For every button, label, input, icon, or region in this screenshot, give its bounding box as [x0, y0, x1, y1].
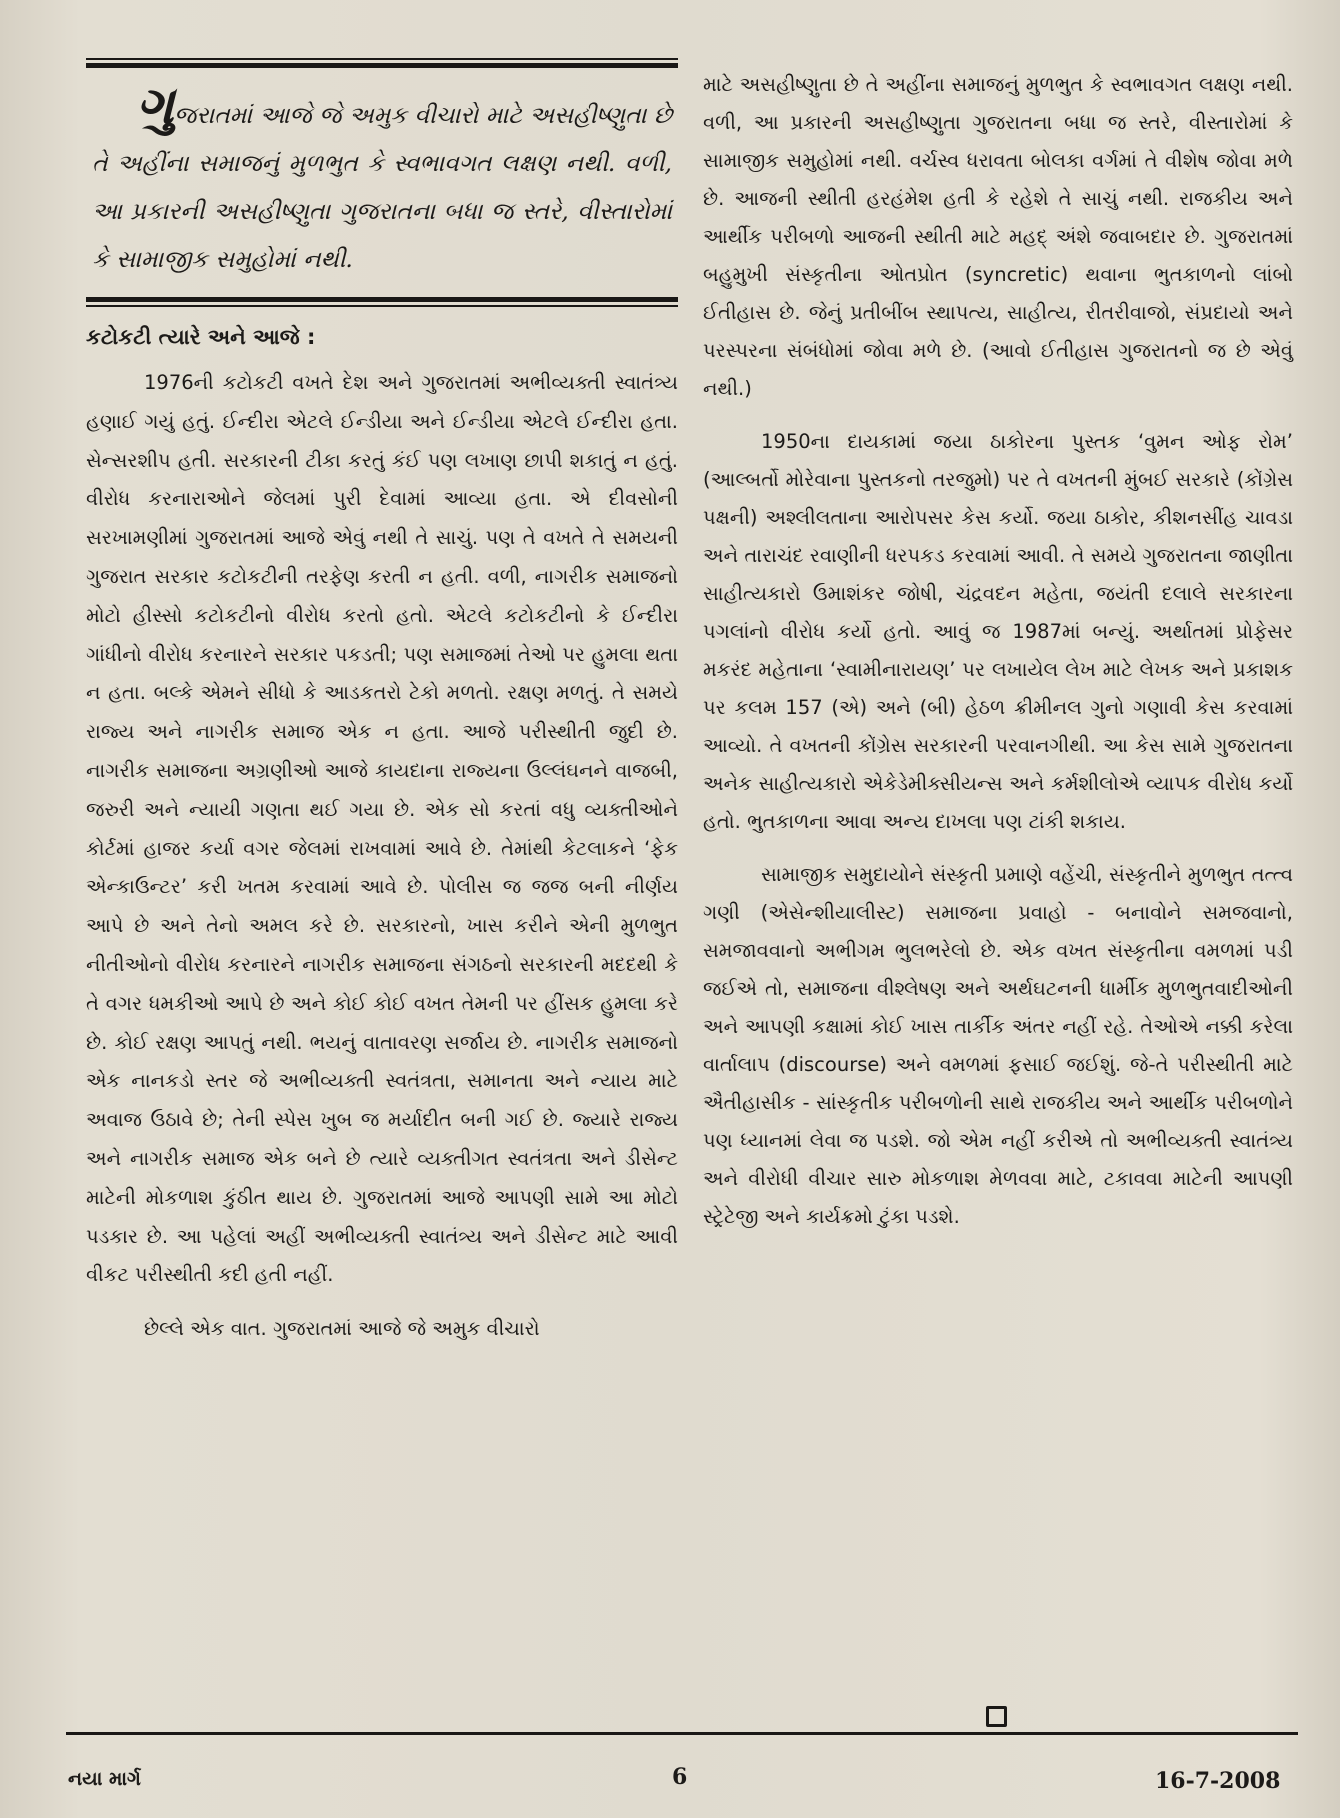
body-paragraph: 1950ના દાયકામાં જયા ઠાકોરના પુસ્તક ‘વુમન ઓફ રોમ’ (આલ્બર્તો મોરેવાના પુસ્તકનો તરજુમો) પર તે વખતની મુંબઈ સરકારે (કોંગ્રેસ પક્ષની) અશ્લીલતાના આરોપસર કેસ કર્યો. જયા ઠાકોર, કીશનસીંહ ચાવડા અને તારાચંદ રવાણીની ધરપકડ કરવામાં આવી. તે સમયે ગુજરાતના જાણીતા સાહીત્યકારો ઉમાશંકર જોષી, ચંદ્રવદન મહેતા, જયંતી દલાલે સરકારના પગલાંનો વીરોધ કર્યો હતો. આવું જ 1987માં બન્યું. અર્થાતમાં પ્રોફેસર મકરંદ મહેતાના ‘સ્વામીનારાયણ’ પર લખાયેલ લેખ માટે લેખક અને પ્રકાશક પર કલમ 157 (એ) અને (બી) હેઠળ ક્રીમીનલ ગુનો ગણાવી કેસ કરવામાં આવ્યો. તે વખતની કોંગ્રેસ સરકારની પરવાનગીથી. આ કેસ સામે ગુજરાતના અનેક સાહીત્યકારો એકેડેમીક્સીયન્સ અને કર્મશીલોએ વ્યાપક વીરોધ કર્યો હતો. ભુતકાળના આવા અન્ય દાખલા પણ ટાંકી શકાય.	[703, 430, 1293, 833]
pull-quote-top-thin-rule	[86, 58, 678, 60]
pull-quote-bottom-rule	[86, 297, 678, 302]
end-of-article-box-icon	[986, 1706, 1007, 1727]
right-column	[703, 66, 1293, 1236]
pull-quote-text	[86, 68, 678, 297]
page-number: 6	[672, 1764, 688, 1790]
publication-name: નયા માર્ગ	[68, 1768, 141, 1790]
footer-rule	[66, 1732, 1298, 1735]
pull-quote-bottom-thin-rule	[86, 305, 678, 307]
section-heading: કટોકટી ત્યારે અને આજે :	[86, 325, 316, 349]
body-paragraph: માટે અસહીષ્ણુતા છે તે અહીંના સમાજનું મુળભુત કે સ્વભાવગત લક્ષણ નથી. વળી, આ પ્રકારની અસહીષ્ણુતા ગુજરાતના બધા જ સ્તરે, વીસ્તારોમાં કે સામાજીક સમુહોમાં નથી. વર્ચસ્વ ધરાવતા બોલકા વર્ગમાં તે વીશેષ જોવા મળે છે. આજની સ્થીતી હરહંમેશ હતી કે રહેશે તે સાચું નથી. રાજકીય અને આર્થીક પરીબળો આજની સ્થીતી માટે મહદ્ અંશે જવાબદાર છે. ગુજરાતમાં બહુમુખી સંસ્કૃતીના ઓતપ્રોત (syncretic) થવાના ભુતકાળનો લાંબો ઈતીહાસ છે. જેનું પ્રતીબીંબ સ્થાપત્ય, સાહીત્ય, રીતરીવાજો, સંપ્રદાયો અને પરસ્પરના સંબંધોમાં જોવા મળે છે. (આવો ઈતીહાસ ગુજરાતનો જ છે એવું નથી.)	[703, 73, 1293, 400]
pull-quote-body: જરાતમાં આજે જે અમુક વીચારો માટે અસહીષ્ણુતા છે તે અહીંના સમાજનું મુળભુત કે સ્વભાવગત લક્ષણ નથી. વળી, આ પ્રકારની અસહીષ્ણુતા ગુજરાતના બધા જ સ્તરે, વીસ્તારોમાં કે સામાજીક સમુહોમાં નથી.	[92, 101, 672, 273]
body-paragraph: 1976ની કટોકટી વખતે દેશ અને ગુજરાતમાં અભીવ્યક્તી સ્વાતંત્ર્ય હણાઈ ગયું હતું. ઈન્દીરા એટલે ઈન્ડીયા અને ઈન્ડીયા એટલે ઈન્દીરા હતા. સેન્સરશીપ હતી. સરકારની ટીકા કરતું કંઈ પણ લખાણ છાપી શકાતું ન હતું. વીરોધ કરનારાઓને જેલમાં પુરી દેવામાં આવ્યા હતા. એ દીવસોની સરખામણીમાં ગુજરાતમાં આજે એવું નથી તે સાચું. પણ તે વખતે તે સમયની ગુજરાત સરકાર કટોકટીની તરફેણ કરતી ન હતી. વળી, નાગરીક સમાજનો મોટો હીસ્સો કટોકટીનો વીરોધ કરતો હતો. એટલે કટોકટીનો કે ઈન્દીરા ગાંધીનો વીરોધ કરનારને સરકાર પકડતી; પણ સમાજમાં તેઓ પર હુમલા થતા ન હતા. બલ્કે એમને સીધો કે આડકતરો ટેકો મળતો. રક્ષણ મળતું. તે સમયે રાજ્ય અને નાગરીક સમાજ એક ન હતા. આજે પરીસ્થીતી જુદી છે. નાગરીક સમાજના અગ્રણીઓ આજે કાયદાના રાજ્યના ઉલ્લંઘનને વાજબી, જરુરી અને ન્યાયી ગણતા થઈ ગયા છે. એક સો કરતાં વધુ વ્યક્તીઓને કોર્ટમાં હાજર કર્યા વગર જેલમાં રાખવામાં આવે છે. તેમાંથી કેટલાકને ‘ફેક એન્કાઉન્ટર’ કરી ખતમ કરવામાં આવે છે. પોલીસ જ જજ બની નીર્ણય આપે છે અને તેનો અમલ કરે છે. સરકારનો, ખાસ કરીને એની મુળભુત નીતીઓનો વીરોધ કરનારને નાગરીક સમાજના સંગઠનો સરકારની મદદથી કે તે વગર ધમકીઓ આપે છે અને કોઈ કોઈ વખત તેમની પર હીંસક હુમલા કરે છે. કોઈ રક્ષણ આપતું નથી. ભયનું વાતાવરણ સર્જાય છે. નાગરીક સમાજનો એક નાનકડો સ્તર જે અભીવ્યક્તી સ્વતંત્રતા, સમાનતા અને ન્યાય માટે અવાજ ઉઠાવે છે; તેની સ્પેસ ખુબ જ મર્યાદીત બની ગઈ છે. જ્યારે રાજ્ય અને નાગરીક સમાજ એક બને છે ત્યારે વ્યક્તીગત સ્વતંત્રતા અને ડીસેન્ટ માટેની મોકળાશ કુંઠીત થાય છે. ગુજરાતમાં આજે આપણી સામે આ મોટો પડકાર છે. આ પહેલાં અહીં અભીવ્યક્તી સ્વાતંત્ર્ય અને ડીસેન્ટ માટે આવી વીકટ પરીસ્થીતી કદી હતી નહીં.	[86, 371, 678, 1287]
body-paragraph: છેલ્લે એક વાત. ગુજરાતમાં આજે જે અમુક વીચારો	[144, 1317, 540, 1341]
pull-quote-dropcap: ગુ	[136, 75, 174, 136]
issue-date: 16-7-2008	[1155, 1768, 1281, 1794]
pull-quote	[86, 58, 678, 307]
body-paragraph: સામાજીક સમુદાયોને સંસ્કૃતી પ્રમાણે વહેંચી, સંસ્કૃતીને મુળભુત તત્ત્વ ગણી (એસેન્શીયાલીસ્ટ) સમાજના પ્રવાહો - બનાવોને સમજવાનો, સમજાવવાનો અભીગમ ભુલભરેલો છે. એક વખત સંસ્કૃતીના વમળમાં પડી જઈએ તો, સમાજના વીશ્લેષણ અને અર્થઘટનની ધાર્મીક મુળભુતવાદીઓની અને આપણી કક્ષામાં કોઈ ખાસ તાર્કીક અંતર નહીં રહે. તેઓએ નક્કી કરેલા વાર્તાલાપ (discourse) અને વમળમાં ફસાઈ જઈશું. જે-તે પરીસ્થીતી માટે ઐતીહાસીક - સાંસ્કૃતીક પરીબળોની સાથે રાજકીય અને આર્થીક પરીબળોને પણ ધ્યાનમાં લેવા જ પડશે. જો એમ નહીં કરીએ તો અભીવ્યક્તી સ્વાતંત્ર્ય અને વીરોધી વીચાર સારુ મોકળાશ મેળવવા માટે, ટકાવવા માટેની આપણી સ્ટ્રેટેજી અને કાર્યક્રમો ટુંકા પડશે.	[703, 863, 1293, 1228]
left-column	[86, 58, 678, 1349]
